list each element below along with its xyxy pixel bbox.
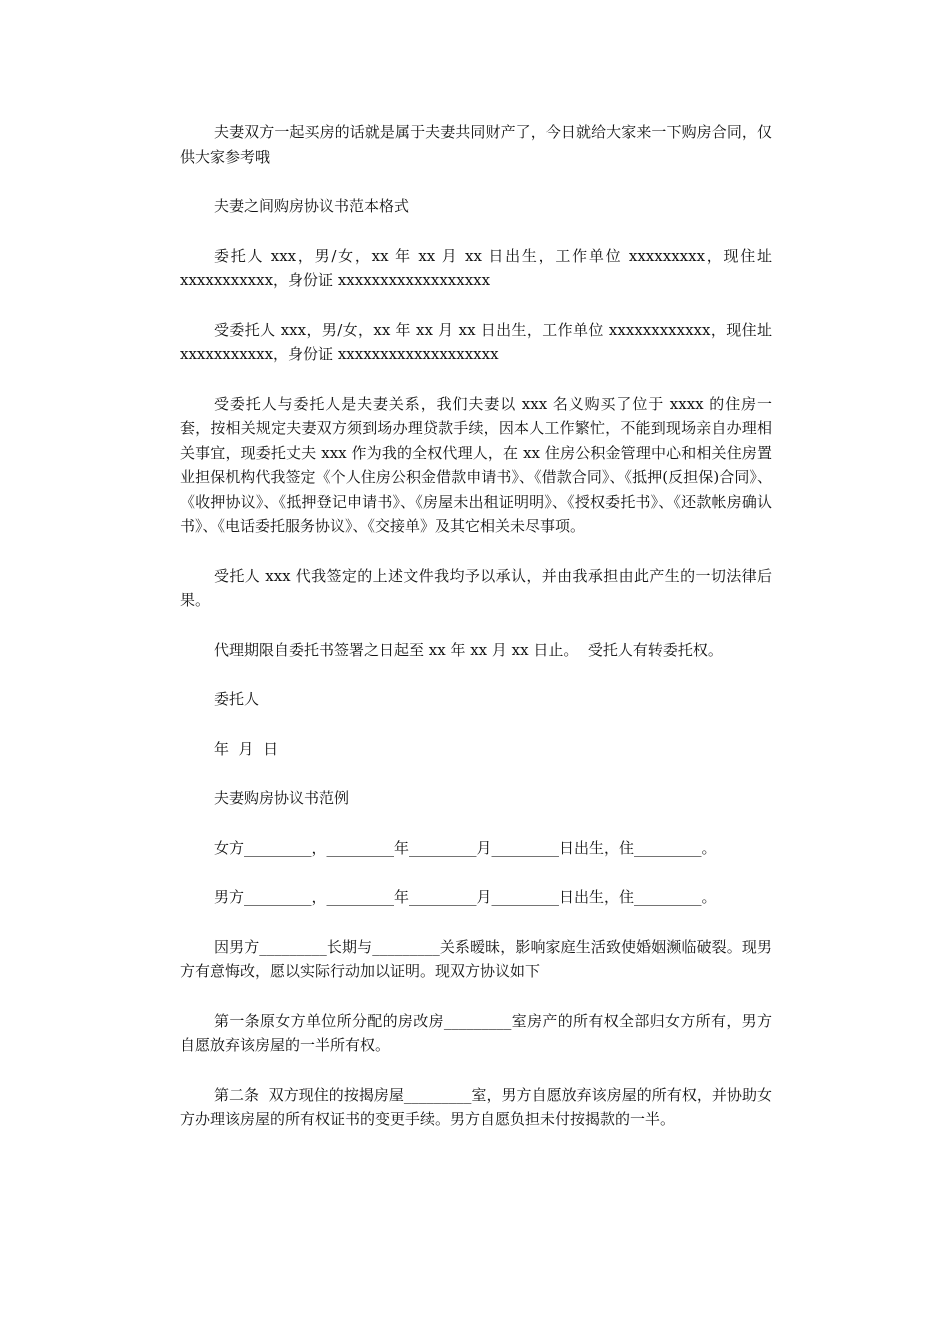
wife-info-line: 女方_________，_________年_________月_________日出生，住_________。 — [214, 838, 717, 857]
section-title-format: 夫妻之间购房协议书范本格式 — [214, 197, 410, 215]
section-title-example: 夫妻购房协议书范例 — [214, 789, 350, 807]
acknowledgement-paragraph: 受托人 xxx 代我签定的上述文件我均予以承认，并由我承担由此产生的一切法律后果。 — [180, 566, 772, 609]
signature-label: 委托人 — [214, 690, 260, 708]
term-paragraph: 代理期限自委托书签署之日起至 xx 年 xx 月 xx 日止。 受托人有转委托权。 — [214, 640, 723, 659]
agent-info: 受委托人 xxx，男/女，xx 年 xx 月 xx 日出生，工作单位 xxxxxxxxxxxx，现住址 xxxxxxxxxxx，身份证 xxxxxxxxxxxxxxxxxxx — [180, 320, 777, 363]
article-two: 第二条 双方现住的按揭房屋_________室，男方自愿放弃该房屋的所有权，并协助女方办理该房屋的所有权证书的变更手续。男方自愿负担未付按揭款的一半。 — [180, 1085, 772, 1128]
article-one: 第一条原女方单位所分配的房改房_________室房产的所有权全部归女方所有，男方自愿放弃该房屋的一半所有权。 — [180, 1011, 772, 1054]
principal-info: 委托人 xxx，男/女，xx 年 xx 月 xx 日出生，工作单位 xxxxxxxxx，现住址 xxxxxxxxxxx，身份证 xxxxxxxxxxxxxxxxxx — [180, 246, 777, 289]
reason-paragraph: 因男方_________长期与_________关系暧昧，影响家庭生活致使婚姻濒临破裂。现男方有意悔改，愿以实际行动加以证明。现双方协议如下 — [180, 937, 772, 980]
date-line: 年 月 日 — [214, 739, 279, 758]
intro-paragraph: 夫妻双方一起买房的话就是属于夫妻共同财产了，今日就给大家来一下购房合同，仅供大家参考哦 — [180, 123, 772, 166]
husband-info-line: 男方_________，_________年_________月_________日出生，住_________。 — [214, 888, 717, 906]
document-body — [180, 120, 777, 1157]
authorization-paragraph: 受委托人与委托人是夫妻关系，我们夫妻以 xxx 名义购买了位于 xxxx 的住房一套，按相关规定夫妻双方须到场办理贷款手续，因本人工作繁忙，不能到现场亲自办理相关事宜，现委托丈夫 xxx 作为我的全权代理人，在 xx 住房公积金管理中心和相关住房置业担保机构代我签定《个人住房公积金借款申请书》、《借款合同》、《抵押(反担保)合同》、《收押协议》、《抵押登记申请书》、《房屋未出租证明明》、《授权委托书》、《还款帐房确认书》、《电话委托服务协议》、《交接单》及其它相关未尽事项。 — [180, 394, 772, 535]
